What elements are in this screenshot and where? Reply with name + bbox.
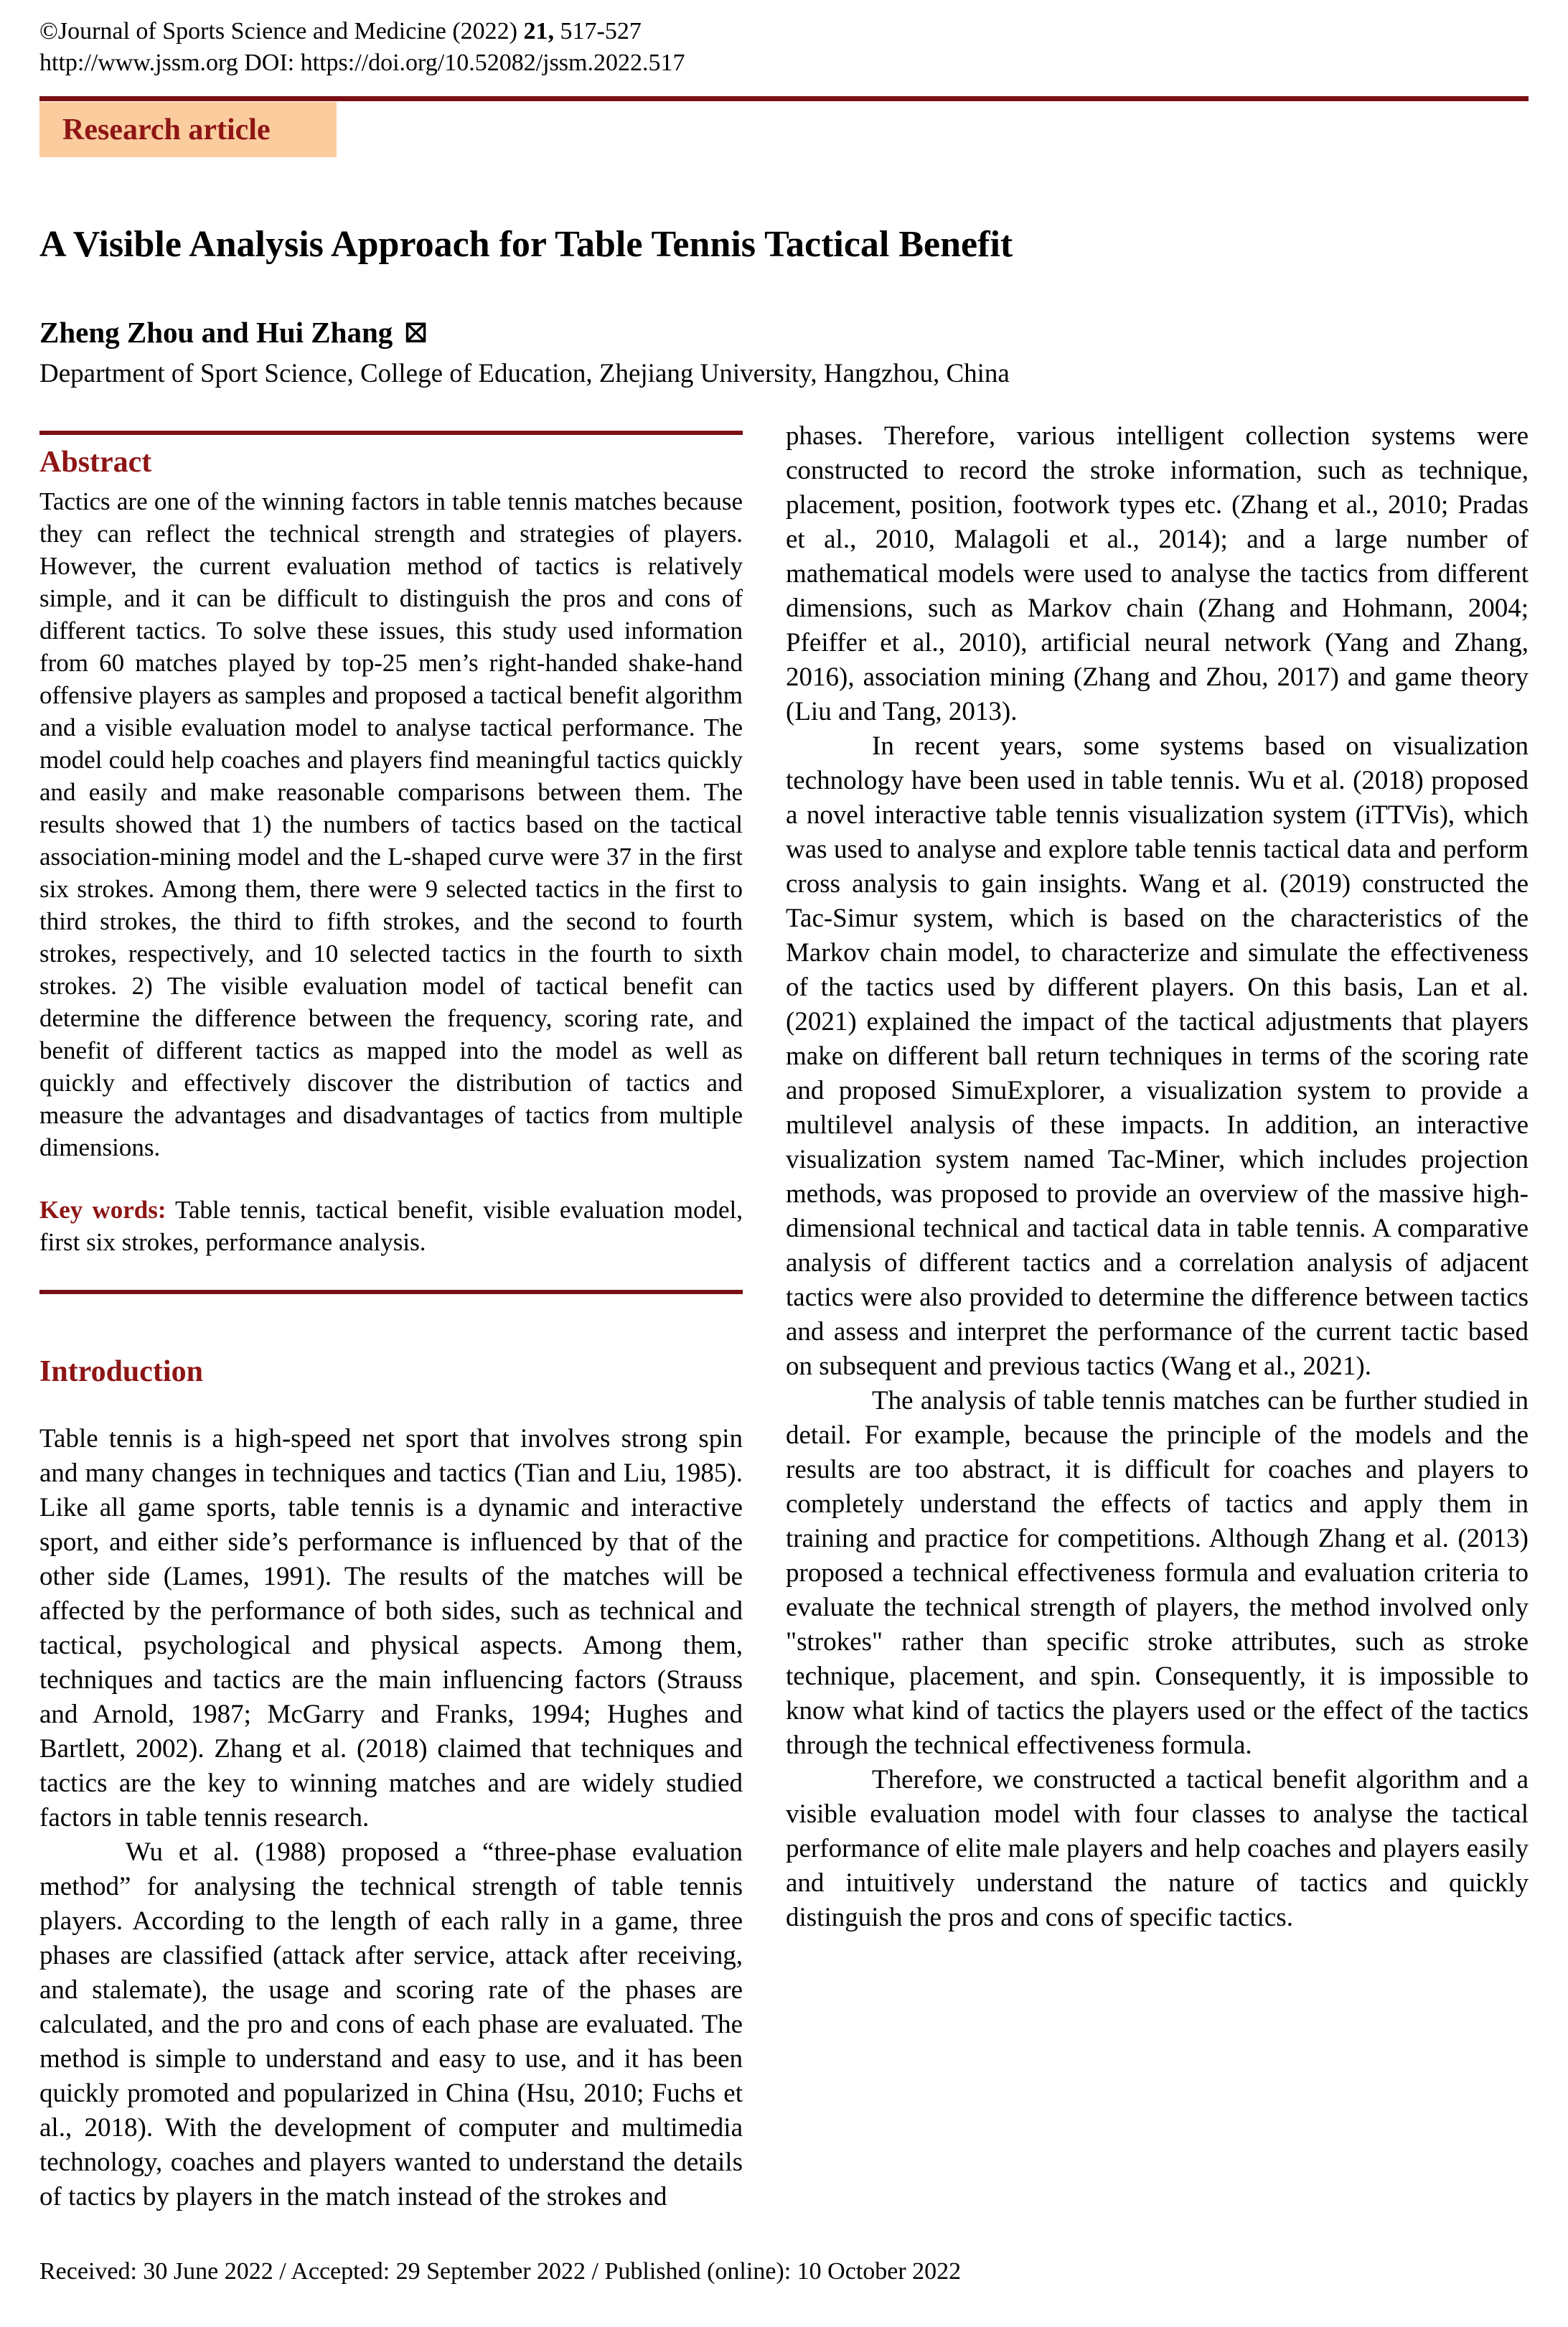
- introduction-heading: Introduction: [39, 1355, 203, 1388]
- introduction-paragraph-2: Wu et al. (1988) proposed a “three-phase evaluation method” for analysing the technical strength of table tennis players. According to the length of each rally in a game, three phases are classified (attack after service, attack after receiving, and stalemate), the usage and scoring rate of the phases are calculated, and the pro and cons of each phase are evaluated. The method is simple to understand and easy to use, and it has been quickly promoted and popularized in China (Hsu, 2010; Fuchs et al., 2018). With the development of computer and multimedia technology, coaches and players wanted to understand the details of tactics by players in the match instead of the strokes and: [39, 1837, 743, 2211]
- affiliation-line: Department of Sport Science, College of Education, Zhejiang University, Hangzhou, China: [39, 359, 1010, 388]
- article-title: A Visible Analysis Approach for Table Tennis Tactical Benefit: [39, 224, 1013, 265]
- right-column-paragraph-4: Therefore, we constructed a tactical benefit algorithm and a visible evaluation model with four classes to analyse the tactical performance of elite male players and help coaches and players easily and intuitively understand the nature of tactics and quickly distinguish the pros and cons of specific tactics.: [786, 1765, 1529, 1932]
- citation-pages: 517-527: [554, 18, 642, 45]
- article-type-badge: Research article: [39, 102, 337, 157]
- introduction-paragraph-1: Table tennis is a high-speed net sport that involves strong spin and many changes in techniques and tactics (Tian and Liu, 1985). Like all game sports, table tennis is a dynamic and interactive sport, and either side’s performance is influenced by that of the other side (Lames, 1991). The results of the matches will be affected by the performance of both sides, such as technical and tactical, psychological and physical aspects. Among them, techniques and tactics are the main influencing factors (Strauss and Arnold, 1987; McGarry and Franks, 1994; Hughes and Bartlett, 2002). Zhang et al. (2018) claimed that techniques and tactics are the key to winning matches and are widely studied factors in table tennis research.: [39, 1424, 743, 1832]
- right-column-paragraph-2: In recent years, some systems based on visualization technology have been used in table tennis. Wu et al. (2018) proposed a novel interactive table tennis visualization system (iTTVis), which was used to analyse and explore table tennis tactical data and perform cross analysis to gain insights. Wang et al. (2019) constructed the Tac-Simur system, which is based on the characteristics of the Markov chain model, to characterize and simulate the effectiveness of the tactics used by different players. On this basis, Lan et al. (2021) explained the impact of the tactical adjustments that players make on different ball return techniques in terms of the scoring rate and proposed SimuExplorer, a visualization system to provide a multilevel analysis of these impacts. In addition, an interactive visualization system named Tac-Miner, which includes projection methods, was proposed to provide an overview of the massive high-dimensional technical and tactical data in table tennis. A comparative analysis of different tactics and a correlation analysis of adjacent tactics were also provided to determine the difference between tactics and assess and interpret the performance of the current tactic based on subsequent and previous tactics (Wang et al., 2021).: [786, 731, 1529, 1381]
- two-column-body: [39, 415, 1529, 2214]
- keywords-paragraph: [39, 1194, 743, 1258]
- envelope-icon: ⊠: [403, 314, 430, 350]
- abstract-body: Tactics are one of the winning factors in table tennis matches because they can reflect the technical strength and strategies of players. However, the current evaluation method of tactics is relatively simple, and it can be difficult to distinguish the pros and cons of different tactics. To solve these issues, this study used information from 60 matches played by top-25 men’s right-handed shake-hand offensive players as samples and proposed a tactical benefit algorithm and a visible evaluation model to analyse tactical performance. The model could help coaches and players find meaningful tactics quickly and easily and make reasonable comparisons between them. The results showed that 1) the numbers of tactics based on the tactical association-mining model and the L-shaped curve were 37 in the first six strokes. Among them, there were 9 selected tactics in the first to third strokes, the third to fifth strokes, and the second to fourth strokes, respectively, and 10 selected tactics in the fourth to sixth strokes. 2) The visible evaluation model of tactical benefit can determine the difference between the frequency, scoring rate, and benefit of different tactics as mapped into the model as well as quickly and effectively discover the distribution of tactics and measure the advantages and disadvantages of tactics from multiple dimensions.: [39, 487, 743, 1161]
- abstract-top-rule: [39, 431, 743, 435]
- received-accepted-published-line: Received: 30 June 2022 / Accepted: 29 September 2022 / Published (online): 10 October 2022: [39, 2258, 962, 2285]
- header-divider-rule: [39, 96, 1529, 101]
- right-column-paragraph-3: The analysis of table tennis matches can be further studied in detail. For example, because the principle of the models and the results are too abstract, it is difficult for coaches and players to completely understand the effects of tactics and apply them in training and practice for competitions. Although Zhang et al. (2013) proposed a technical effectiveness formula and evaluation criteria to evaluate the technical strength of players, the method involved only "strokes" rather than specific stroke attributes, such as stroke technique, placement, and spin. Consequently, it is impossible to know what kind of tactics the players used or the effect of the tactics through the technical effectiveness formula.: [786, 1386, 1529, 1760]
- authors-line: [39, 314, 1529, 350]
- keywords-text: Table tennis, tactical benefit, visible evaluation model, first six strokes, performance analysis.: [39, 1196, 743, 1256]
- keywords-label: Key words:: [39, 1196, 166, 1224]
- journal-citation-line: [39, 16, 1529, 47]
- author-names: Zheng Zhou and Hui Zhang: [39, 316, 393, 349]
- right-column: [786, 415, 1529, 2214]
- citation-volume: 21,: [523, 18, 555, 45]
- journal-url-doi-line: http://www.jssm.org DOI: https://doi.org/10.52082/jssm.2022.517: [39, 50, 685, 76]
- abstract-bottom-rule: [39, 1290, 743, 1294]
- left-column: [39, 415, 743, 2214]
- abstract-heading: Abstract: [39, 446, 152, 479]
- right-column-paragraph-1: phases. Therefore, various intelligent collection systems were constructed to record the stroke information, such as technique, placement, position, footwork types etc. (Zhang et al., 2010; Pradas et al., 2010, Malagoli et al., 2014); and a large number of mathematical models were used to analyse the tactics from different dimensions, such as Markov chain (Zhang and Hohmann, 2004; Pfeiffer et al., 2010), artificial neural network (Yang and Zhang, 2016), association mining (Zhang and Zhou, 2017) and game theory (Liu and Tang, 2013).: [786, 421, 1529, 726]
- journal-header: [39, 16, 1529, 79]
- citation-prefix: ©Journal of Sports Science and Medicine (2022): [39, 18, 524, 45]
